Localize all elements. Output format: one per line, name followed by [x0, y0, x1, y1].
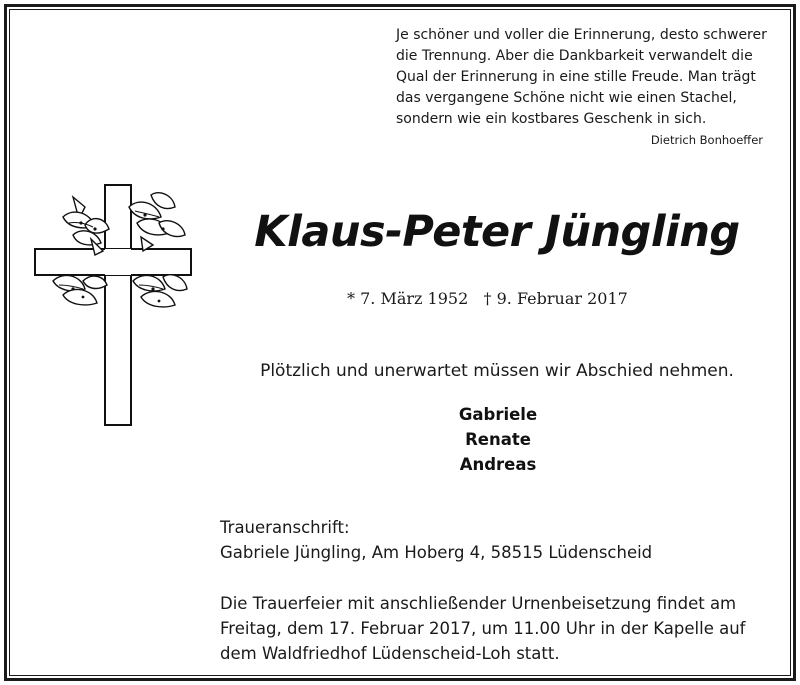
- mourners-list: [398, 402, 598, 477]
- quote-line: das vergangene Schöne nicht wie einen Stachel,: [396, 90, 737, 106]
- mourning-address: [220, 515, 652, 565]
- quote-line: Qual der Erinnerung in eine stille Freude. Man trägt: [396, 69, 756, 85]
- quote-author: Dietrich Bonhoeffer: [650, 133, 763, 147]
- quote-text: [396, 25, 780, 130]
- cross-with-lilies-icon: [33, 177, 193, 432]
- mourner-name: Andreas: [459, 455, 537, 474]
- mourner-name: Gabriele: [458, 405, 538, 424]
- life-dates: [347, 289, 628, 308]
- service-line: dem Waldfriedhof Lüdenscheid-Loh statt.: [220, 644, 560, 663]
- farewell-message: Plötzlich und unerwartet müssen wir Abschied nehmen.: [260, 361, 734, 381]
- quote-line: Je schöner und voller die Erinnerung, desto schwerer: [396, 27, 767, 43]
- mourner-name: Renate: [465, 430, 531, 449]
- service-line: Freitag, dem 17. Februar 2017, um 11.00 Uhr in der Kapelle auf: [220, 619, 746, 638]
- address-value: Gabriele Jüngling, Am Hoberg 4, 58515 Lüdenscheid: [220, 543, 653, 562]
- funeral-service-info: [220, 591, 780, 666]
- obituary-frame: [4, 4, 796, 681]
- address-label: Traueranschrift:: [220, 518, 350, 537]
- quote-line: sondern wie ein kostbares Geschenk in sich.: [396, 111, 707, 127]
- death-date: † 9. Februar 2017: [483, 289, 628, 308]
- deceased-name: Klaus-Peter Jüngling: [254, 207, 740, 257]
- quote-line: die Trennung. Aber die Dankbarkeit verwandelt die: [396, 48, 753, 64]
- birth-date: * 7. März 1952: [347, 289, 469, 308]
- service-line: Die Trauerfeier mit anschließender Urnenbeisetzung findet am: [220, 594, 737, 613]
